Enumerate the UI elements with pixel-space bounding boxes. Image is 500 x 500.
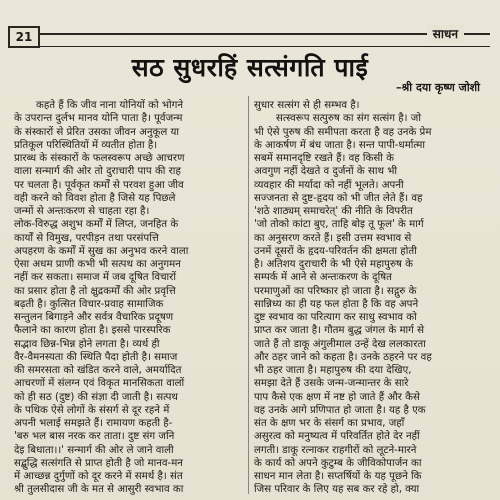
text-line: फैलाने का कारण होता है। इससे पारस्परिक xyxy=(14,325,171,337)
text-line: कहते हैं कि जीव नाना योनियों को भोगने xyxy=(36,100,184,111)
text-line: के उपरान्त दुर्लभ मानव योनि पाता है। पूर्वजन्म xyxy=(14,113,183,125)
page-number: 21 xyxy=(8,26,40,48)
text-line: परमाणुओं का परिष्कार हो जाता है। सद्गुरु के xyxy=(254,285,417,297)
text-line: अवगुण नहीं देखते व दुर्जनों के साथ भी xyxy=(254,166,398,178)
text-line: का अनुसरण करते हैं। इसी उत्तम स्वभाव से xyxy=(254,232,412,244)
text-line: देइ बिधाता।।' सन्मार्ग की ओर ले जाने वाली xyxy=(14,444,174,456)
text-line: कार्यों से विमुख, परपीड़न तथा परसंपत्ति xyxy=(14,232,159,244)
text-line: के कार्य को अपने कुटुम्ब के जीविकोपार्जन का xyxy=(254,457,422,469)
text-line: आचरणों में संलग्न एवं विकृत मानसिकता वालों xyxy=(14,378,185,390)
section-name: साधन xyxy=(427,25,464,42)
text-line: पर चलता है। पूर्वकृत कर्मों से परवश हुआ जीव xyxy=(14,179,184,191)
text-line: और ठहर जाने को कहता है। उनके ठहरने पर वह xyxy=(254,351,432,363)
text-line: 'शठे शाठ्यम् समाचरेत्' की नीति के विपरीत xyxy=(254,206,413,217)
text-line: को ही सठ (दुष्ट) की संज्ञा दी जाती है। सत्पथ xyxy=(14,391,178,403)
text-line: श्री तुलसीदास जी के मत से आसुरी स्वभाव का xyxy=(14,484,184,496)
text-line: का प्रसार होता है तो क्षुद्रकर्मों की ओर प्रवृत्ति xyxy=(14,285,176,297)
text-line: समझा देते हैं उसके जन्म-जन्मान्तर के सारे xyxy=(254,378,409,390)
right-column xyxy=(254,99,482,497)
text-line: है। अतिशय दुराचारी के भी ऐसे महापुरुष के xyxy=(254,259,414,270)
text-line: सत्स्वरूप सत्पुरुष का संग सत्संग है। जो xyxy=(276,113,421,125)
column-divider xyxy=(248,96,249,494)
text-line: सबमें समानदृष्टि रखते हैं। वह किसी के xyxy=(254,153,394,164)
text-line: के आकर्षण में बंध जाता है। सन्त पापी-धर्मात्मा xyxy=(254,139,426,151)
text-line: 'जो तोको कांटा बुए, ताहि बोइ तू फूल' के मार्ग xyxy=(254,219,424,231)
text-line: वाला सन्मार्ग की ओर तो दुराचारी पाप की राह xyxy=(14,166,181,178)
text-line: भी ठहर जाता है। महापुरुष की दया देखिए, xyxy=(254,365,412,376)
text-line: सद्बुद्धि सत्संगति से प्राप्त होती है जो मानव-मन xyxy=(14,457,183,469)
text-line: प्रारब्ध के संस्कारों के फलस्वरूप अच्छे आचरण xyxy=(14,153,185,164)
text-line: दुष्ट स्वभाव का परित्याग कर साधु स्वभाव को xyxy=(254,312,417,323)
text-line: प्राप्त कर जाता है। गौतम बुद्ध जंगल के मार्ग से xyxy=(254,325,425,337)
article-author: –श्री दया कृष्ण जोशी xyxy=(396,81,480,94)
text-line: अपनी भलाई समझते हैं। रामायण कहती है- xyxy=(14,418,173,429)
text-line: वह उनके आगे प्रणिपात हो जाता है। यह है एक xyxy=(254,404,426,416)
text-line: में आच्छन्न दुर्गुणों को दूर करने में समर्थ है। संत xyxy=(14,471,183,482)
text-line: सद्भाव छिन्न-भिन्न होने लगता है। व्यर्थ ही xyxy=(14,338,160,350)
text-line: पाप कैसे एक क्षण में नष्ट हो जाते हैं और कैसे xyxy=(254,391,420,403)
text-line: व्यवहार की मर्यादा को नहीं भूलते। अपनी xyxy=(254,179,404,191)
left-column xyxy=(14,99,242,497)
text-line: लोक-विरुद्ध अशुभ कर्मों में लिप्त, जनहित के xyxy=(14,219,179,231)
text-line: नहीं कर सकता। समाज में जब दूषित विचारों xyxy=(14,272,176,284)
text-line: बढ़ती है। कुत्सित विचार-प्रवाह सामाजिक xyxy=(14,298,164,310)
text-line: 'बरु भल बास नरक कर ताता। दुष्ट संग जनि xyxy=(14,431,175,443)
text-line: वैर-वैमनस्यता की स्थिति पैदा होती है। समाज xyxy=(14,351,178,363)
article-title: सठ सुधरहिं सत्संगति पाई xyxy=(131,53,369,82)
text-line: के संस्कारों से प्रेरित उसका जीवन अनुकूल या xyxy=(14,126,180,138)
text-line: सन्तुलन बिगाड़ने और सर्वत्र वैचारिक प्रदूषण xyxy=(14,312,174,323)
text-line: ऐसा अधम प्राणी कभी भी सत्पथ का अनुगमन xyxy=(14,259,181,270)
text-line: प्रतिकूल परिस्थितियों में व्यतीत होता है। xyxy=(14,139,158,151)
text-line: भी ऐसे पुरुष की समीपता करता है वह उनके प्रेम xyxy=(254,126,432,138)
text-line: उनमें दूसरों के हृदय-परिवर्तन की क्षमता होती xyxy=(254,245,417,257)
text-line: सम्पर्क में आने से अन्तःकरण के दूषित xyxy=(254,272,392,284)
text-line: सज्जनता से दुष्ट-हृदय को भी जीत लेते हैं। वह xyxy=(254,192,423,204)
text-line: संत के क्षण भर के संसर्ग का प्रभाव, जहाँ xyxy=(254,418,405,429)
text-line: जिस परिवार के लिए यह सब कर रहे हो, क्या xyxy=(254,484,420,496)
text-line: सान्निध्य का ही यह फल होता है कि वह अपने xyxy=(254,298,419,310)
text-line: जन्मों से अन्तःकरण से चाहता रहा है। xyxy=(14,206,150,217)
text-line: लगती। डाकू रत्नाकर राहगीरों को लूटने-मारने xyxy=(254,444,417,456)
header-rule-lower xyxy=(10,46,490,47)
text-line: साधन मान लेता है। सप्तर्षियों के यह पूछने कि xyxy=(254,471,422,482)
text-line: अपहरण के कर्मों में सुख का अनुभव करने वाला xyxy=(14,245,189,257)
text-line: जाते हैं तो डाकू अंगुलीमाल उन्हें देख ललकारता xyxy=(254,338,426,350)
text-line: वही करने को विवश होता है जिसे यह पिछले xyxy=(14,192,176,204)
header-rule xyxy=(10,33,490,35)
text-line: असुरत्व को मनुष्यत्व में परिवर्तित होते देर नहीं xyxy=(254,431,420,443)
text-line: की समरसता को खंडित करने वाले, अमर्यादित xyxy=(14,365,182,376)
text-line: सुधार सत्संग से ही सम्भव है। xyxy=(254,100,360,111)
text-line: के पथिक ऐसे लोगों के संसर्ग से दूर रहने में xyxy=(14,404,170,416)
